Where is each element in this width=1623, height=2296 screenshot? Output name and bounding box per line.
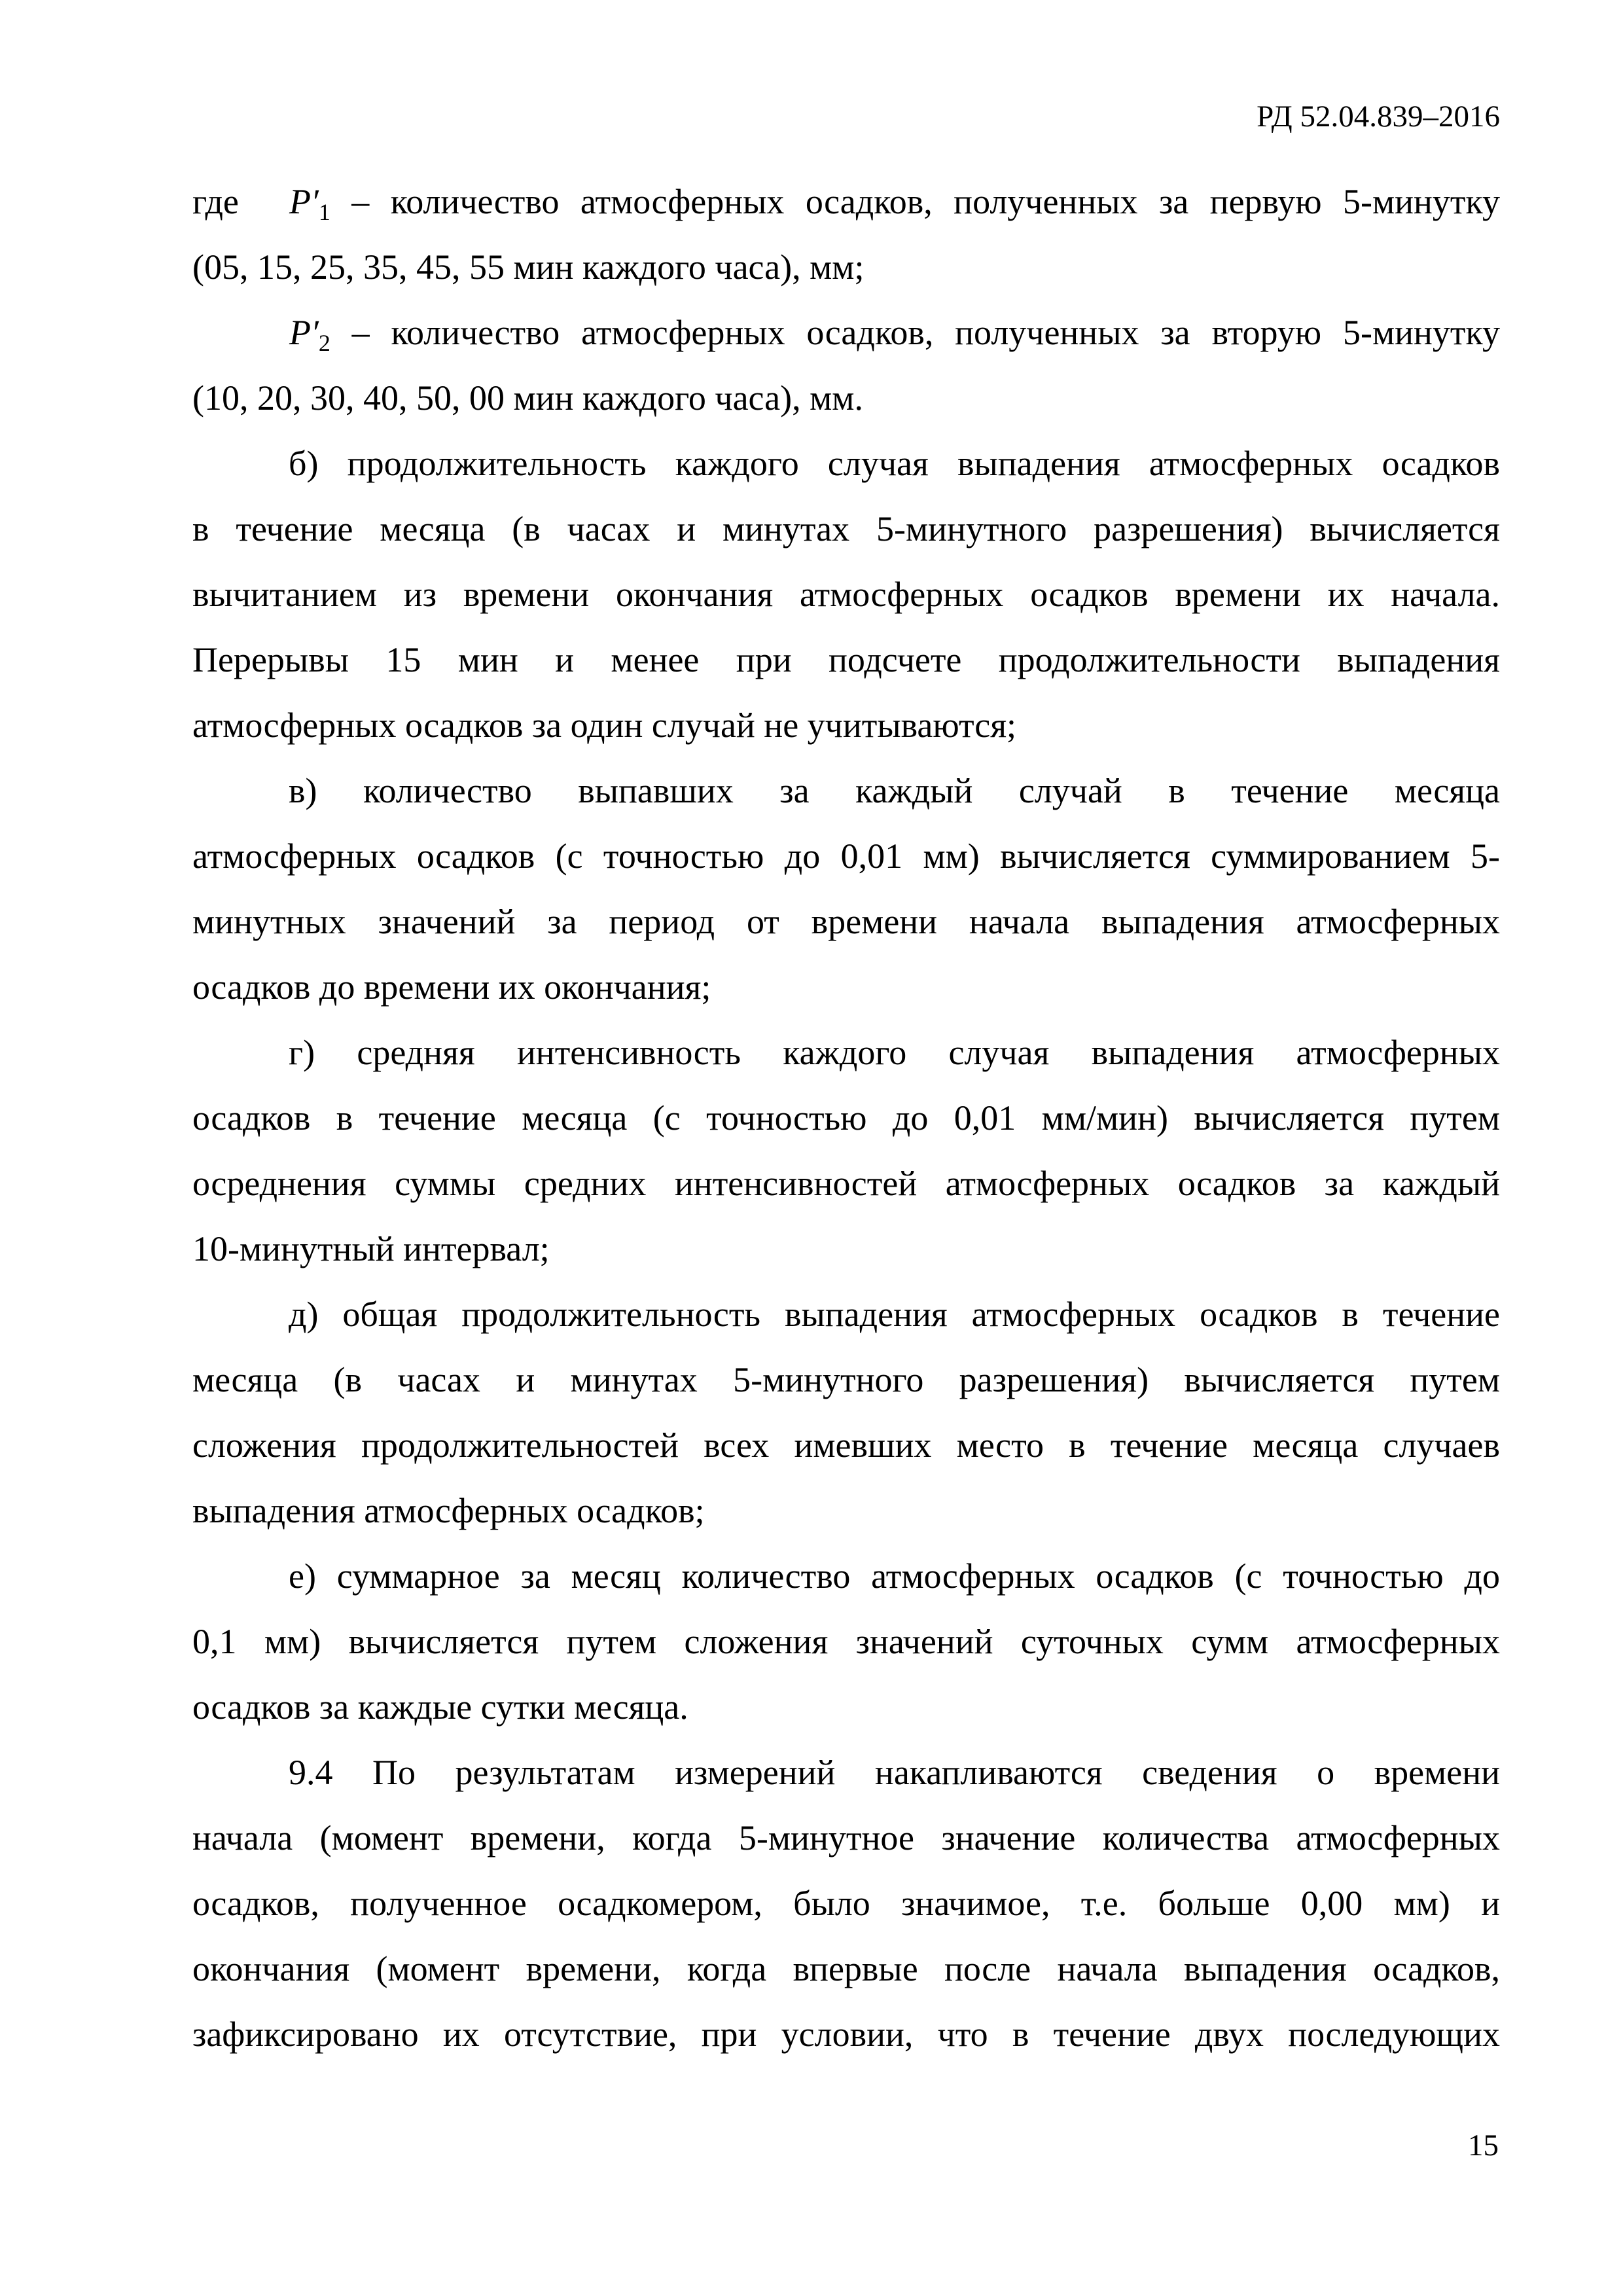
section-9-4-line: зафиксировано их отсутствие, при условии, что в течение двух последующих bbox=[192, 2015, 1500, 2054]
item-e-line: осадков за каждые сутки месяца. bbox=[192, 1687, 688, 1727]
item-e-line: 0,1 мм) вычисляется путем сложения значений суточных сумм атмосферных bbox=[192, 1622, 1500, 1661]
definition-p1-line1 bbox=[192, 169, 1500, 234]
section-9-4-line: начала (момент времени, когда 5-минутное значение количества атмосферных bbox=[192, 1818, 1500, 1857]
definition-p2-line1 bbox=[192, 300, 1500, 365]
definition-p1-line2: (05, 15, 25, 35, 45, 55 мин каждого часа), мм; bbox=[192, 247, 865, 287]
definition-p2-line2: (10, 20, 30, 40, 50, 00 мин каждого часа), мм. bbox=[192, 378, 863, 418]
definition-p1-desc: – количество атмосферных осадков, полученных за первую 5-минутку bbox=[351, 182, 1501, 221]
item-b-line: Перерывы 15 мин и менее при подсчете продолжительности выпадения bbox=[192, 640, 1500, 679]
section-9-4-line: 9.4 По результатам измерений накапливаются сведения о времени bbox=[289, 1753, 1500, 1792]
item-v-line: атмосферных осадков (с точностью до 0,01 мм) вычисляется суммированием 5- bbox=[192, 836, 1500, 876]
item-g-line: г) средняя интенсивность каждого случая выпадения атмосферных bbox=[289, 1033, 1500, 1072]
item-b-line: вычитанием из времени окончания атмосферных осадков времени их начала. bbox=[192, 575, 1500, 614]
page-number: 15 bbox=[1468, 2128, 1499, 2162]
item-d-line: выпадения атмосферных осадков; bbox=[192, 1491, 705, 1530]
item-v-line: в) количество выпавших за каждый случай в течение месяца bbox=[289, 771, 1500, 810]
symbol-p2: $P'_2$ bbox=[289, 313, 330, 356]
where-label: где bbox=[192, 182, 239, 221]
item-b-line: б) продолжительность каждого случая выпадения атмосферных осадков bbox=[289, 444, 1500, 483]
definition-p1-text bbox=[289, 169, 1500, 238]
item-v-line: осадков до времени их окончания; bbox=[192, 967, 711, 1007]
definition-p2-desc: – количество атмосферных осадков, полученных за вторую 5-минутку bbox=[351, 313, 1500, 352]
section-9-4-line: окончания (момент времени, когда впервые после начала выпадения осадков, bbox=[192, 1949, 1500, 1988]
definition-p2-text bbox=[289, 300, 1500, 369]
item-b-line: атмосферных осадков за один случай не учитываются; bbox=[192, 706, 1017, 745]
item-d-line: сложения продолжительностей всех имевших место в течение месяца случаев bbox=[192, 1426, 1500, 1465]
document-code-header: РД 52.04.839–2016 bbox=[1257, 99, 1500, 134]
page-body bbox=[192, 169, 1500, 2067]
item-g-line: осреднения суммы средних интенсивностей атмосферных осадков за каждый bbox=[192, 1164, 1500, 1203]
item-d-line: месяца (в часах и минутах 5-минутного разрешения) вычисляется путем bbox=[192, 1360, 1500, 1399]
item-v-line: минутных значений за период от времени начала выпадения атмосферных bbox=[192, 902, 1500, 941]
section-9-4-line: осадков, полученное осадкомером, было значимое, т.е. больше 0,00 мм) и bbox=[192, 1884, 1500, 1923]
item-b-line: в течение месяца (в часах и минутах 5-минутного разрешения) вычисляется bbox=[192, 509, 1500, 548]
item-g-line: осадков в течение месяца (с точностью до 0,01 мм/мин) вычисляется путем bbox=[192, 1098, 1500, 1138]
item-d-line: д) общая продолжительность выпадения атмосферных осадков в течение bbox=[289, 1295, 1500, 1334]
item-e-line: е) суммарное за месяц количество атмосферных осадков (с точностью до bbox=[289, 1556, 1500, 1596]
symbol-p1: $P'_1$ bbox=[289, 182, 330, 225]
item-g-line: 10-минутный интервал; bbox=[192, 1229, 550, 1268]
